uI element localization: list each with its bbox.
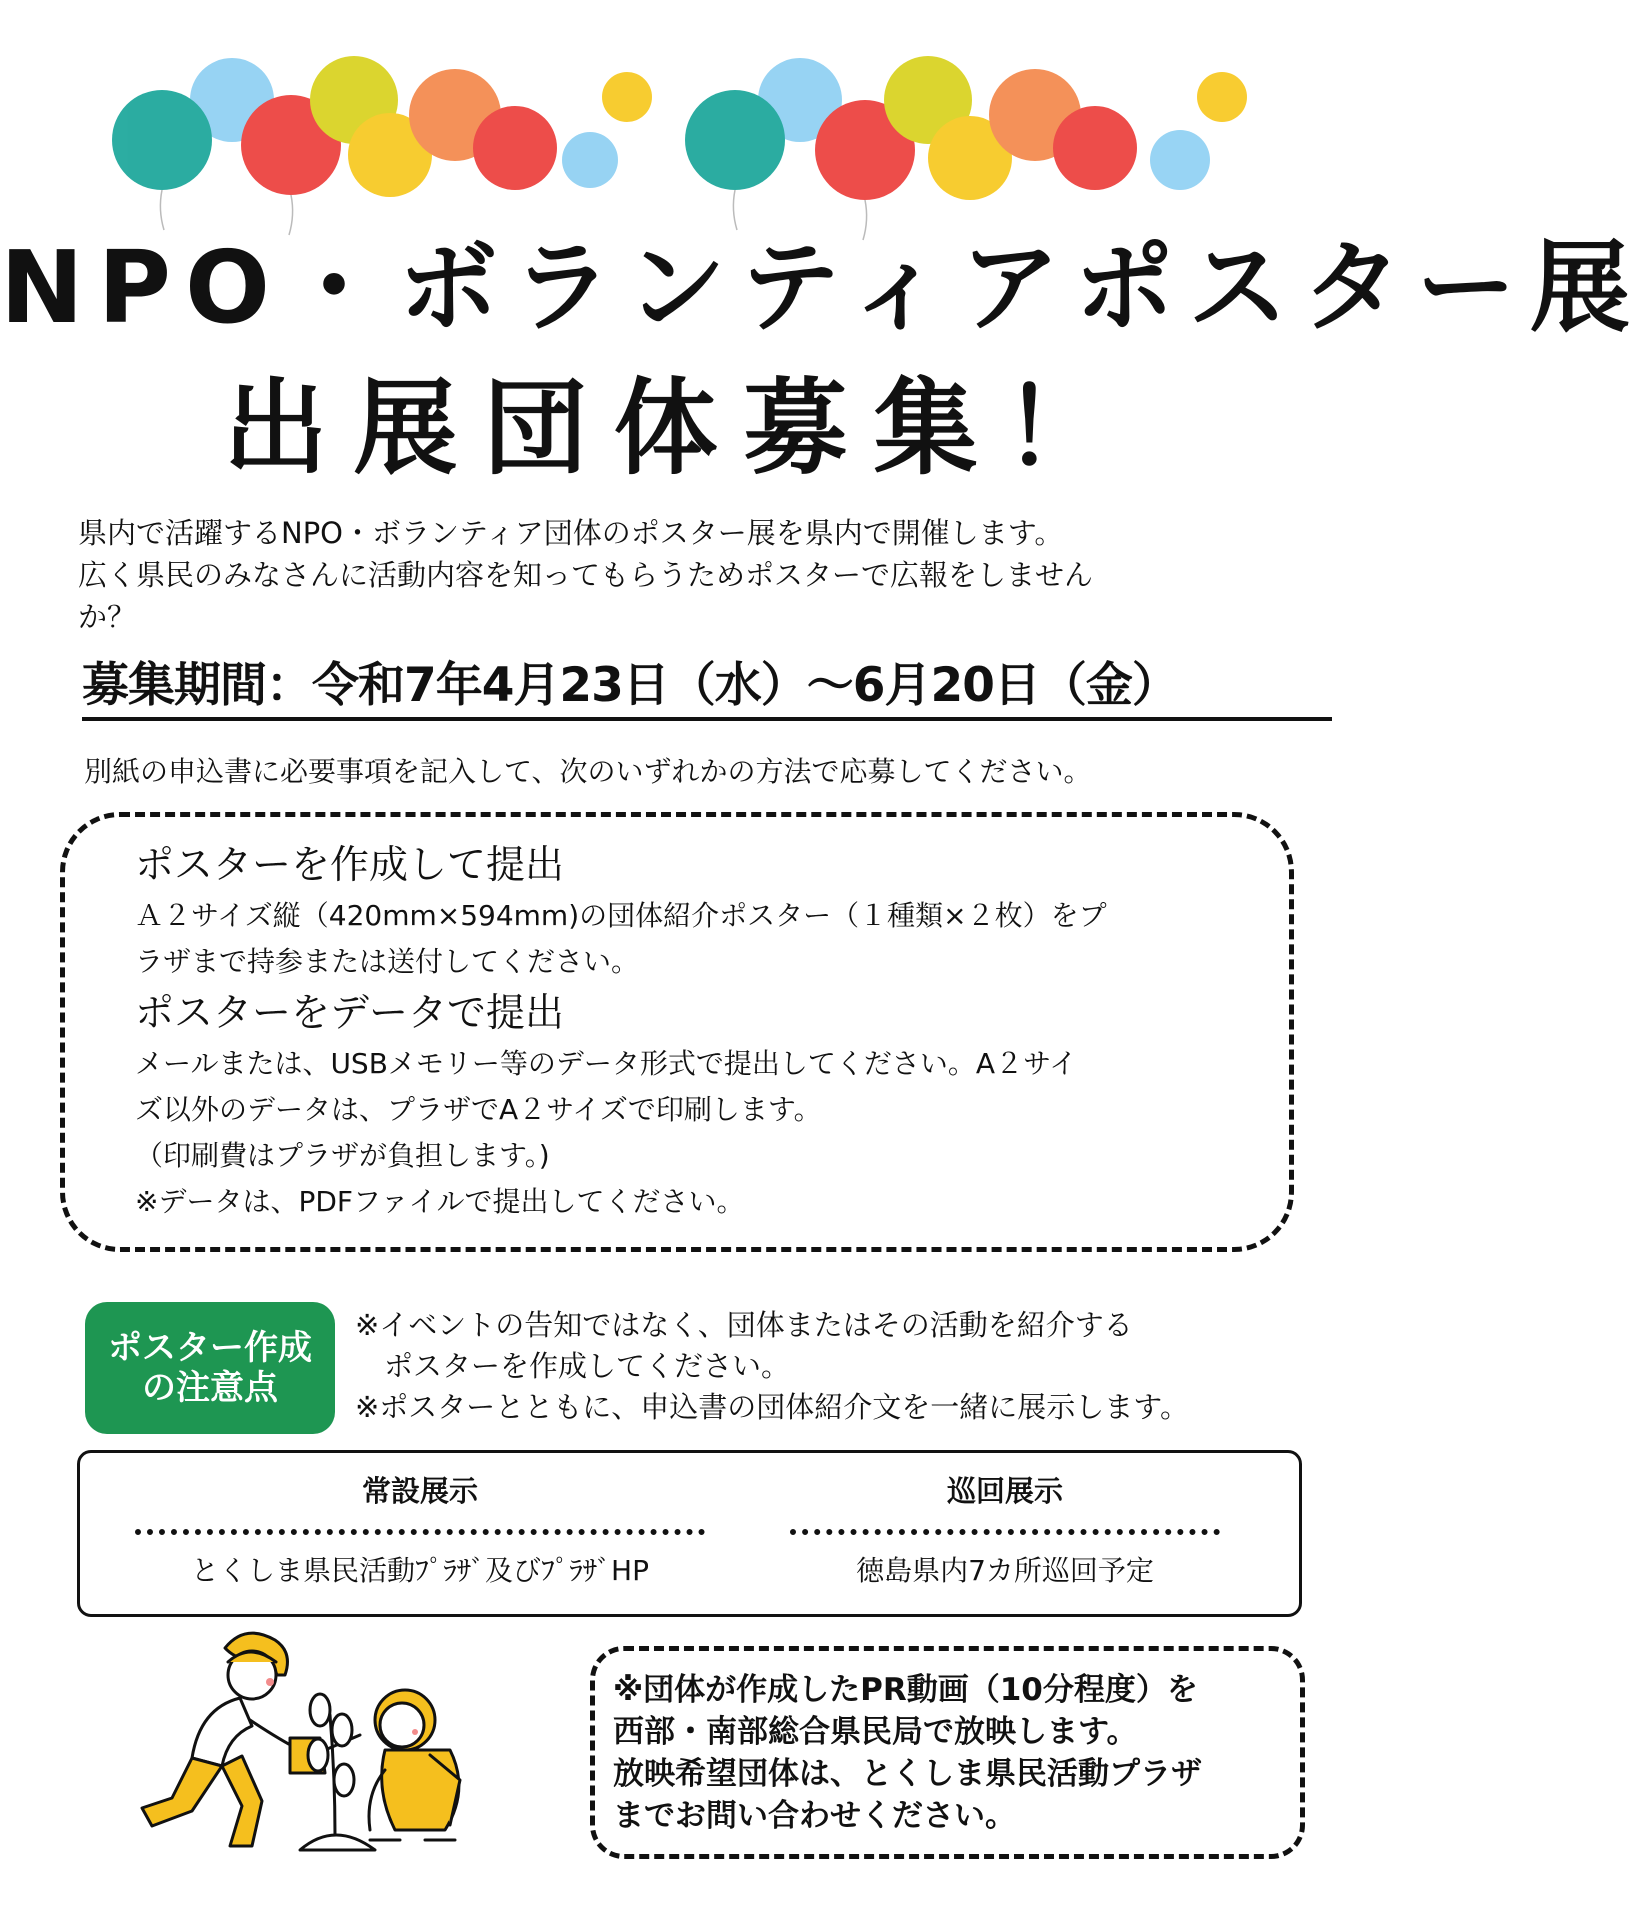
application-instruction: 別紙の申込書に必要事項を記入して、次のいずれかの方法で応募してください。 [84,755,1092,788]
option-text: （印刷費はプラザが負担します。) [135,1139,550,1172]
pr-line: ※団体が作成したPR動画（10分程度）を [613,1672,1198,1708]
notice-notes [355,1305,1189,1428]
recruitment-period: 募集期間：令和7年4月23日（水）～6月20日（金） [82,655,1332,721]
option-text: Ａ２サイズ縦（420mm×594mm)の団体紹介ポスター（１種類×２枚）をプ [135,899,1107,932]
poster-title-line1: NPO・ボランティアポスター展 [0,229,1644,346]
option-text: メールまたは、USBメモリー等のデータ形式で提出してください。A２サイ [135,1047,1078,1080]
intro-line: 広く県民のみなさんに活動内容を知ってもらうためポスターで広報をしません [78,558,1094,592]
option-text: ※データは、PDFファイルで提出してください。 [135,1185,745,1218]
dotted-divider [135,1529,705,1535]
badge-line: ポスター作成 [108,1328,312,1368]
intro-text [78,512,1278,638]
note-line: ポスターを作成してください。 [355,1349,791,1383]
note-line: ※イベントの告知ではなく、団体またはその活動を紹介する [355,1308,1133,1342]
balloons-illustration [0,0,1357,240]
dotted-divider [790,1529,1220,1535]
option-text: ズ以外のデータは、プラザでA２サイズで印刷します。 [135,1093,822,1126]
exhibit-value: 徳島県内7カ所巡回予定 [856,1554,1154,1587]
exhibit-value: とくしま県民活動ﾌﾟﾗｻﾞ及びﾌﾟﾗｻﾞHP [191,1554,649,1587]
intro-line: か？ [78,600,137,634]
option-heading: ポスターをデータで提出 [135,991,565,1036]
exhibit-heading: 常設展示 [361,1474,478,1508]
gardening-people-illustration [130,1620,510,1870]
notice-badge [85,1302,335,1434]
poster-title-line2: 出展団体募集！ [223,367,1134,489]
pr-line: 西部・南部総合県民局で放映します。 [613,1714,1138,1750]
touring-exhibit [790,1473,1220,1589]
pr-video-box [590,1646,1305,1859]
pr-line: 放映希望団体は、とくしま県民活動プラザ [613,1756,1202,1792]
option-data [135,987,1077,1225]
note-line: ※ポスターとともに、申込書の団体紹介文を一緒に展示します。 [355,1390,1189,1424]
submission-methods-box [60,812,1294,1252]
exhibit-heading: 巡回展示 [946,1474,1063,1508]
pr-line: までお問い合わせください。 [613,1798,1016,1834]
permanent-exhibit [135,1473,705,1589]
badge-line: の注意点 [142,1368,278,1408]
exhibit-info-box [77,1450,1302,1617]
option-heading: ポスターを作成して提出 [135,843,565,888]
intro-line: 県内で活躍するNPO・ボランティア団体のポスター展を県内で開催します。 [78,516,1064,550]
option-text: ラザまで持参または送付してください。 [135,945,640,978]
option-poster [135,839,1107,985]
